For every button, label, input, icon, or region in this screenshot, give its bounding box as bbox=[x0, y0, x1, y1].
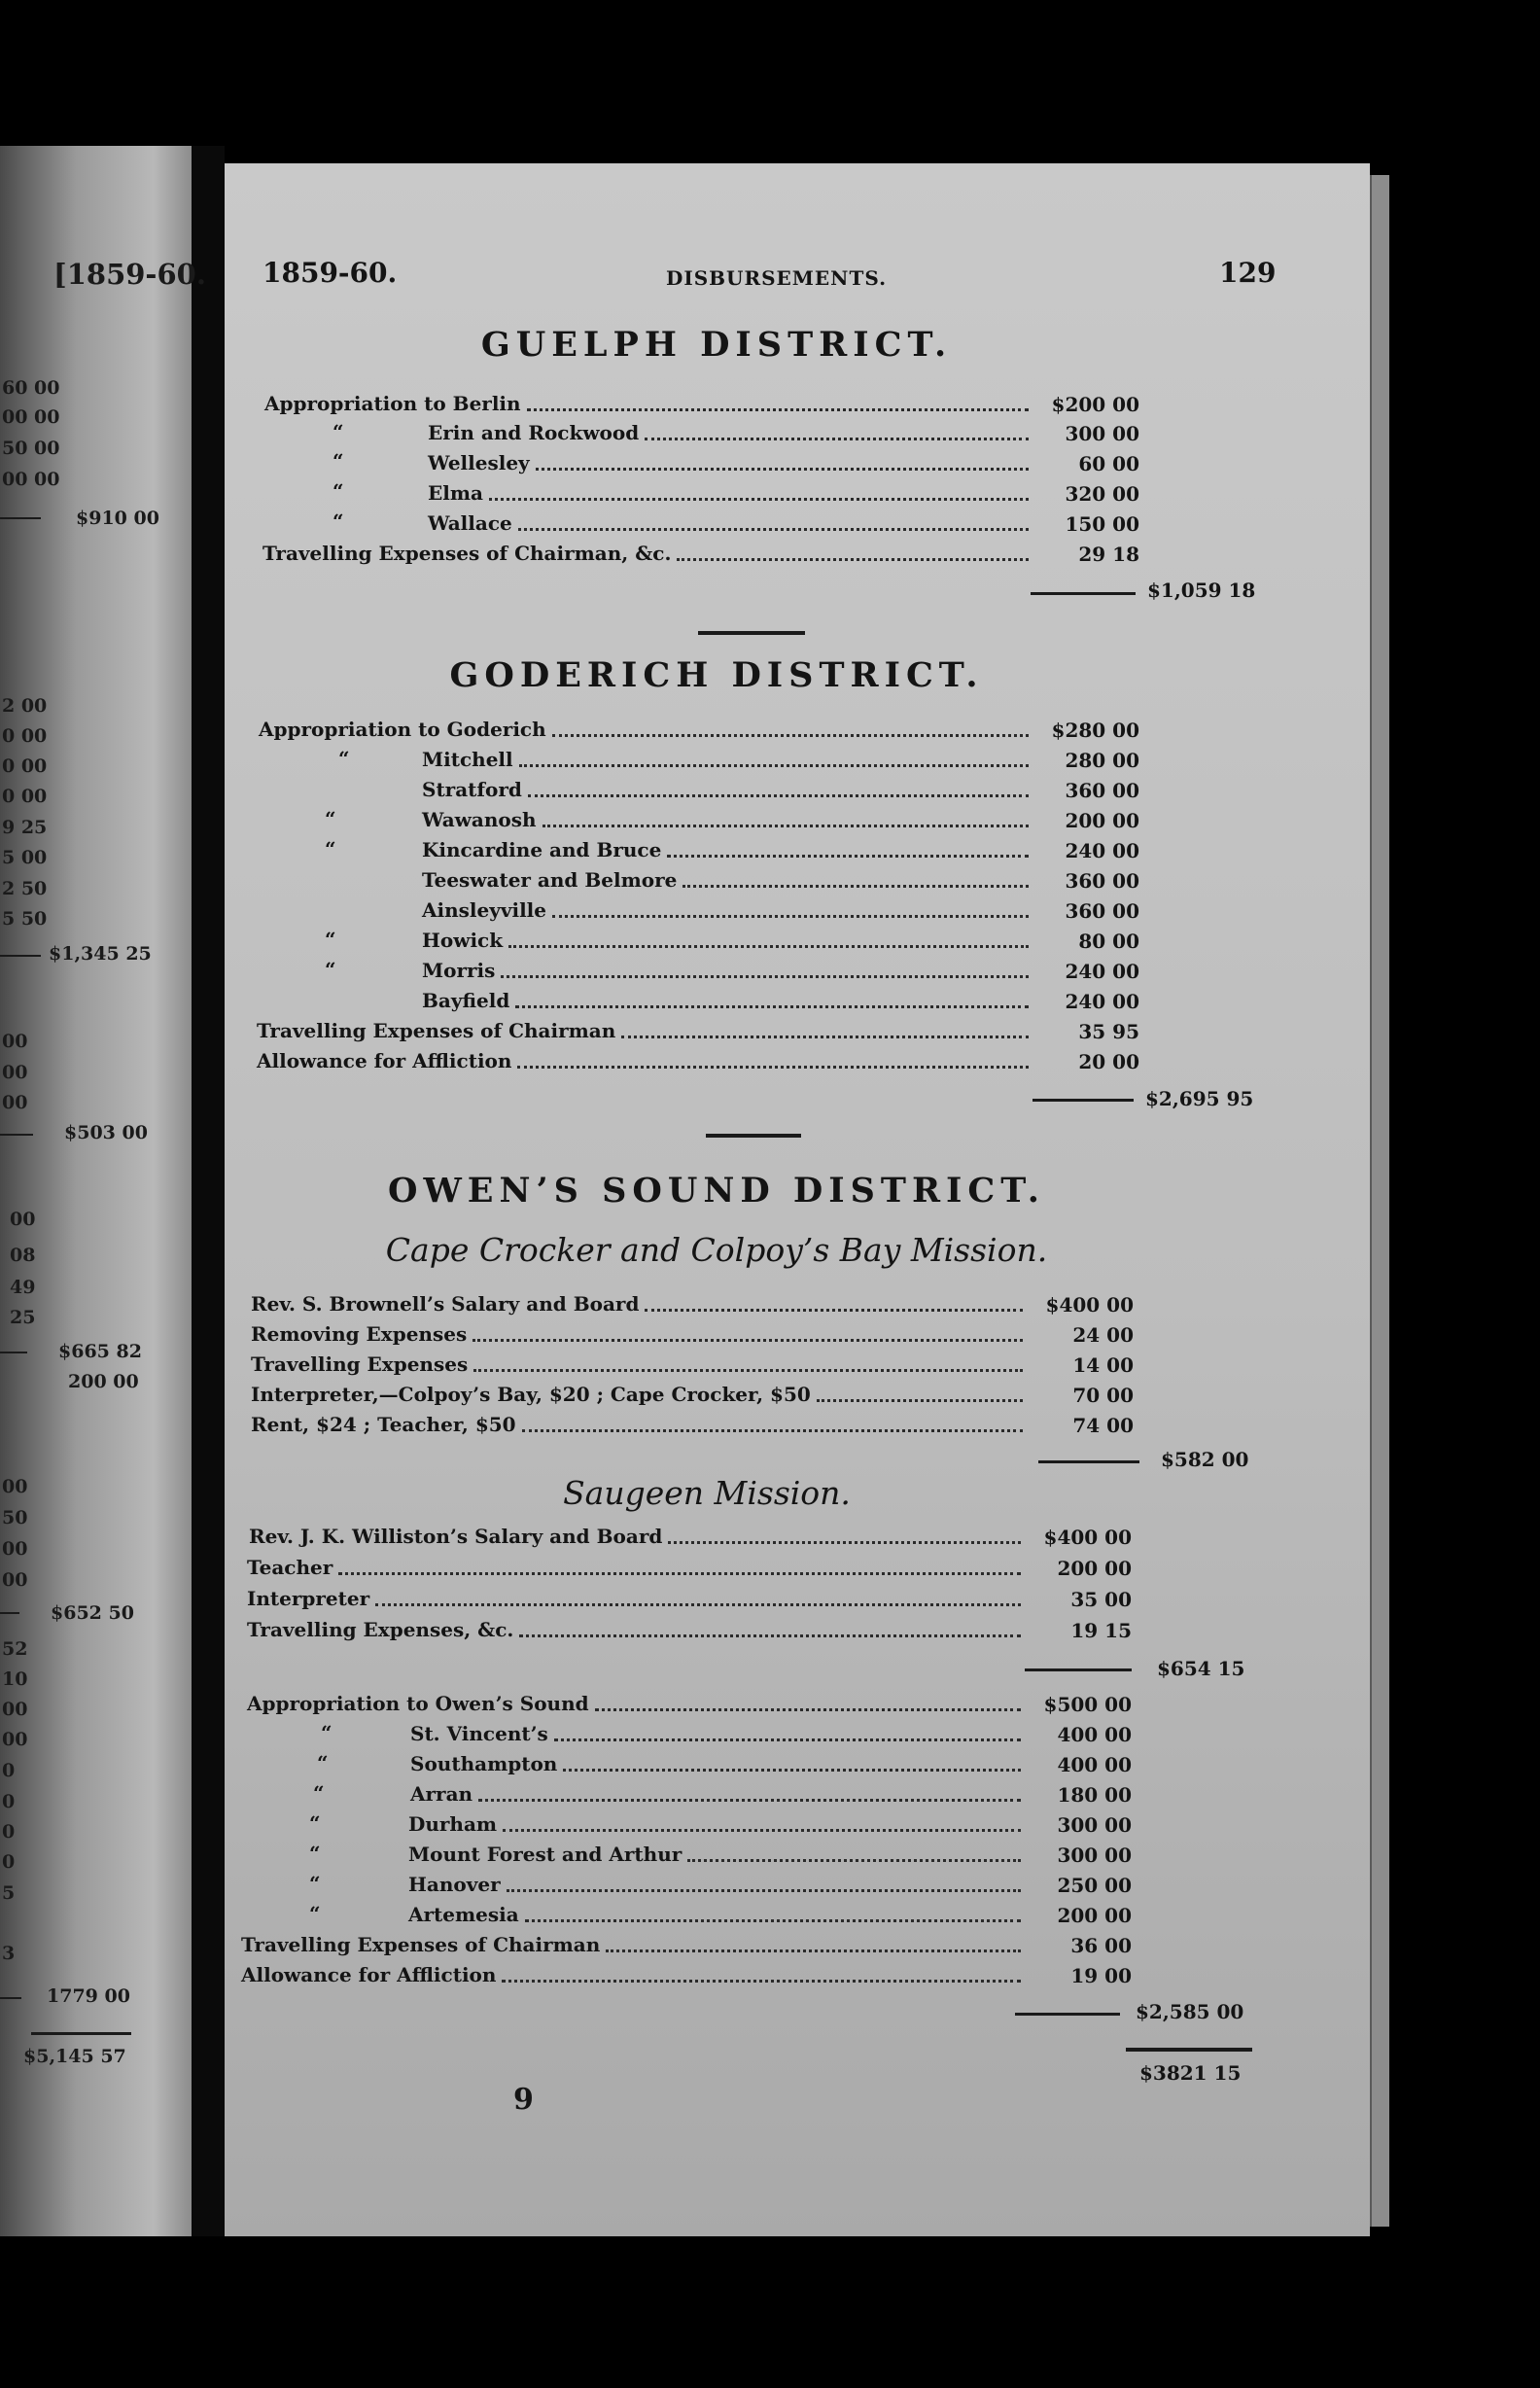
row-amount: 200 00 bbox=[1065, 809, 1139, 832]
left-line: 00 bbox=[2, 1062, 28, 1083]
saugeen-total: $654 15 bbox=[1157, 1657, 1245, 1680]
cape-row-salary bbox=[251, 1289, 1029, 1318]
owens-row-owens-sound bbox=[247, 1689, 1027, 1718]
left-subtotal: $503 00 bbox=[64, 1122, 148, 1143]
row-label: Howick bbox=[422, 929, 504, 952]
row-label: Wawanosh bbox=[422, 808, 537, 831]
row-amount: 400 00 bbox=[1057, 1753, 1132, 1776]
goderich-row-mitchell bbox=[422, 745, 1034, 774]
row-label: Travelling Expenses bbox=[251, 1352, 469, 1376]
ditto-mark: “ bbox=[309, 1842, 321, 1865]
row-amount: 360 00 bbox=[1065, 869, 1139, 893]
left-rule bbox=[0, 1997, 21, 1999]
owens-sound-district-title: OWEN’S SOUND DISTRICT. bbox=[387, 1171, 1045, 1211]
saugeen-row-interpreter bbox=[247, 1584, 1027, 1613]
row-amount: $400 00 bbox=[1043, 1526, 1132, 1549]
left-line: 0 bbox=[2, 1791, 16, 1812]
ditto-mark: “ bbox=[321, 1721, 332, 1744]
row-label: Artemesia bbox=[408, 1903, 519, 1926]
ditto-mark: “ bbox=[338, 747, 350, 770]
owens-row-affliction bbox=[241, 1960, 1027, 1989]
ditto-mark: “ bbox=[325, 837, 336, 860]
row-amount: 360 00 bbox=[1065, 779, 1139, 802]
guelph-row-elma bbox=[428, 478, 1034, 508]
guelph-row-wallace bbox=[428, 509, 1034, 538]
left-subtotal: $910 00 bbox=[76, 508, 159, 529]
saugeen-row-teacher bbox=[247, 1553, 1027, 1582]
row-amount: 150 00 bbox=[1065, 512, 1139, 536]
row-amount: $280 00 bbox=[1051, 719, 1139, 742]
page-edge bbox=[1370, 175, 1389, 2227]
goderich-district-title: GODERICH DISTRICT. bbox=[449, 655, 984, 695]
left-line: 00 bbox=[2, 1476, 28, 1497]
left-line: 00 bbox=[2, 1538, 28, 1560]
row-amount: 24 00 bbox=[1072, 1323, 1134, 1347]
cape-row-removing bbox=[251, 1319, 1029, 1349]
row-amount: 240 00 bbox=[1065, 990, 1139, 1013]
row-amount: 60 00 bbox=[1078, 452, 1139, 475]
owens-grand-total: $3821 15 bbox=[1139, 2061, 1242, 2085]
row-amount: 14 00 bbox=[1072, 1353, 1134, 1377]
row-amount: 400 00 bbox=[1057, 1723, 1132, 1746]
row-label: Bayfield bbox=[422, 989, 510, 1012]
left-line: 5 00 bbox=[2, 847, 48, 868]
section-divider bbox=[698, 631, 805, 635]
left-subtotal: $652 50 bbox=[51, 1602, 134, 1624]
left-line: 00 bbox=[2, 1729, 28, 1750]
ditto-mark: “ bbox=[332, 449, 344, 473]
left-line: 0 bbox=[2, 1760, 16, 1781]
row-label: Appropriation to Owen’s Sound bbox=[247, 1692, 589, 1715]
row-amount: 29 18 bbox=[1078, 543, 1139, 566]
owens-row-durham bbox=[408, 1809, 1027, 1839]
row-amount: 300 00 bbox=[1057, 1813, 1132, 1837]
row-amount: 250 00 bbox=[1057, 1874, 1132, 1897]
row-amount: 280 00 bbox=[1065, 749, 1139, 772]
left-line: 08 bbox=[10, 1245, 36, 1266]
left-line: 00 bbox=[2, 1569, 28, 1591]
goderich-total: $2,695 95 bbox=[1145, 1087, 1254, 1110]
left-line: 49 bbox=[10, 1277, 36, 1298]
cape-crocker-total: $582 00 bbox=[1161, 1448, 1249, 1471]
row-label: Interpreter,—Colpoy’s Bay, $20 ; Cape Crocker, $50 bbox=[251, 1383, 811, 1406]
left-line: 00 bbox=[2, 1031, 28, 1052]
row-amount: 35 95 bbox=[1078, 1020, 1139, 1043]
left-grand-total: $5,145 57 bbox=[23, 2046, 126, 2067]
row-amount: 70 00 bbox=[1072, 1384, 1134, 1407]
owens-row-st-vincents bbox=[410, 1719, 1027, 1748]
row-label: Travelling Expenses, &c. bbox=[247, 1618, 514, 1641]
page-header-year: 1859-60. bbox=[262, 257, 398, 289]
page-number: 129 bbox=[1219, 257, 1277, 289]
left-rule bbox=[0, 1612, 19, 1614]
owens-row-mount-forest bbox=[408, 1840, 1027, 1869]
cape-row-interpreter bbox=[251, 1380, 1029, 1409]
left-line: 10 bbox=[2, 1668, 28, 1690]
row-label: Travelling Expenses of Chairman bbox=[241, 1933, 601, 1956]
row-amount: 20 00 bbox=[1078, 1050, 1139, 1073]
left-subtotal: 1779 00 bbox=[47, 1985, 130, 2007]
row-amount: $500 00 bbox=[1043, 1693, 1132, 1716]
saugeen-row-travelling bbox=[247, 1615, 1027, 1644]
guelph-row-wellesley bbox=[428, 448, 1034, 477]
goderich-row-wawanosh bbox=[422, 805, 1034, 834]
owens-row-hanover bbox=[408, 1870, 1027, 1899]
row-amount: 19 15 bbox=[1070, 1619, 1132, 1642]
saugeen-mission-title: Saugeen Mission. bbox=[563, 1474, 851, 1512]
left-line: 50 00 bbox=[2, 438, 60, 459]
row-amount: 320 00 bbox=[1065, 482, 1139, 506]
row-amount: 240 00 bbox=[1065, 960, 1139, 983]
left-rule bbox=[0, 517, 41, 519]
left-line: 200 00 bbox=[68, 1371, 139, 1392]
row-label: Wallace bbox=[428, 511, 512, 535]
goderich-row-goderich bbox=[259, 715, 1034, 744]
goderich-row-kincardine bbox=[422, 835, 1034, 864]
left-line: 00 bbox=[2, 1699, 28, 1720]
left-subtotal: $665 82 bbox=[58, 1341, 142, 1362]
left-rule bbox=[0, 1134, 33, 1136]
left-page-header: [1859-60. bbox=[53, 258, 206, 291]
row-label: Rent, $24 ; Teacher, $50 bbox=[251, 1413, 516, 1436]
total-rule bbox=[1015, 2013, 1120, 2016]
left-rule bbox=[0, 955, 41, 957]
left-line: 9 25 bbox=[2, 817, 48, 838]
row-amount: 240 00 bbox=[1065, 839, 1139, 862]
row-label: Allowance for Affliction bbox=[241, 1963, 497, 1986]
row-label: Wellesley bbox=[428, 451, 530, 474]
left-line: 0 00 bbox=[2, 755, 48, 777]
ditto-mark: “ bbox=[309, 1811, 321, 1835]
goderich-row-stratford bbox=[422, 775, 1034, 804]
guelph-row-berlin bbox=[264, 389, 1034, 418]
row-amount: 74 00 bbox=[1072, 1414, 1134, 1437]
row-label: Rev. S. Brownell’s Salary and Board bbox=[251, 1292, 640, 1316]
ditto-mark: “ bbox=[313, 1781, 325, 1805]
guelph-total: $1,059 18 bbox=[1147, 579, 1256, 602]
row-amount: 300 00 bbox=[1057, 1844, 1132, 1867]
row-label: Mitchell bbox=[422, 748, 513, 771]
left-line: 00 bbox=[10, 1209, 36, 1230]
row-amount: 180 00 bbox=[1057, 1783, 1132, 1807]
left-line: 00 00 bbox=[2, 469, 60, 490]
page-header-title: DISBURSEMENTS. bbox=[666, 266, 888, 290]
left-line: 0 00 bbox=[2, 725, 48, 747]
row-label: Morris bbox=[422, 959, 496, 982]
total-rule bbox=[1032, 1099, 1134, 1102]
cape-row-rent-teacher bbox=[251, 1410, 1029, 1439]
row-label: Travelling Expenses of Chairman bbox=[257, 1019, 616, 1042]
guelph-row-erin bbox=[428, 418, 1034, 447]
left-line: 60 00 bbox=[2, 377, 60, 399]
total-rule bbox=[1025, 1668, 1132, 1671]
row-label: Appropriation to Berlin bbox=[264, 392, 521, 415]
ditto-mark: “ bbox=[309, 1872, 321, 1895]
row-label: Rev. J. K. Williston’s Salary and Board bbox=[249, 1525, 663, 1548]
left-line: 5 50 bbox=[2, 908, 48, 930]
ditto-mark: “ bbox=[332, 479, 344, 503]
left-line: 50 bbox=[2, 1507, 28, 1528]
saugeen-row-salary bbox=[249, 1522, 1027, 1551]
goderich-row-affliction bbox=[257, 1046, 1034, 1075]
owens-row-travelling bbox=[241, 1930, 1027, 1959]
left-line: 25 bbox=[10, 1307, 36, 1328]
row-label: Kincardine and Bruce bbox=[422, 838, 662, 861]
row-amount: 36 00 bbox=[1070, 1934, 1132, 1957]
goderich-row-ainsleyville bbox=[422, 896, 1034, 925]
row-label: Mount Forest and Arthur bbox=[408, 1843, 682, 1866]
ditto-mark: “ bbox=[325, 807, 336, 830]
row-label: Travelling Expenses of Chairman, &c. bbox=[262, 542, 672, 565]
row-label: Arran bbox=[410, 1782, 473, 1806]
goderich-row-travelling bbox=[257, 1016, 1034, 1045]
total-rule bbox=[1031, 592, 1136, 595]
total-rule bbox=[1038, 1460, 1139, 1463]
left-rule bbox=[0, 1352, 27, 1353]
goderich-row-bayfield bbox=[422, 986, 1034, 1015]
ditto-mark: “ bbox=[332, 509, 344, 533]
goderich-row-howick bbox=[422, 926, 1034, 955]
owens-appropriation-total: $2,585 00 bbox=[1136, 2000, 1244, 2023]
ditto-mark: “ bbox=[332, 420, 344, 443]
left-line: 52 bbox=[2, 1638, 28, 1660]
left-line: 2 00 bbox=[2, 695, 48, 717]
row-label: Allowance for Affliction bbox=[257, 1049, 512, 1072]
book-gutter bbox=[192, 146, 225, 2236]
row-label: Hanover bbox=[408, 1873, 501, 1896]
grand-total-rule bbox=[1126, 2048, 1252, 2052]
ditto-mark: “ bbox=[309, 1902, 321, 1925]
row-amount: 80 00 bbox=[1078, 930, 1139, 953]
row-label: Elma bbox=[428, 481, 483, 505]
left-line: 2 50 bbox=[2, 878, 48, 899]
row-label: Ainsleyville bbox=[422, 898, 546, 922]
left-line: 0 bbox=[2, 1851, 16, 1873]
row-label: Removing Expenses bbox=[251, 1322, 468, 1346]
row-label: Southampton bbox=[410, 1752, 558, 1775]
left-line: 00 bbox=[2, 1092, 28, 1113]
row-amount: 360 00 bbox=[1065, 899, 1139, 923]
left-subtotal: $1,345 25 bbox=[49, 943, 152, 965]
left-line: 3 bbox=[2, 1943, 16, 1964]
row-amount: $400 00 bbox=[1045, 1293, 1134, 1317]
row-label: Teacher bbox=[247, 1556, 333, 1579]
goderich-row-morris bbox=[422, 956, 1034, 985]
ditto-mark: “ bbox=[325, 958, 336, 981]
row-label: Stratford bbox=[422, 778, 522, 801]
guelph-row-travelling bbox=[262, 539, 1034, 568]
left-line: 0 bbox=[2, 1821, 16, 1843]
row-label: Durham bbox=[408, 1812, 498, 1836]
row-label: Erin and Rockwood bbox=[428, 421, 640, 444]
row-amount: 35 00 bbox=[1070, 1588, 1132, 1611]
ditto-mark: “ bbox=[317, 1751, 329, 1774]
guelph-district-title: GUELPH DISTRICT. bbox=[480, 325, 953, 365]
row-label: St. Vincent’s bbox=[410, 1722, 548, 1745]
row-label: Interpreter bbox=[247, 1587, 370, 1610]
left-page bbox=[0, 146, 192, 2236]
left-line: 00 00 bbox=[2, 406, 60, 428]
cape-row-travelling bbox=[251, 1350, 1029, 1379]
owens-row-southampton bbox=[410, 1749, 1027, 1778]
row-label: Teeswater and Belmore bbox=[422, 868, 678, 892]
row-amount: 200 00 bbox=[1057, 1904, 1132, 1927]
row-amount: 19 00 bbox=[1070, 1964, 1132, 1987]
row-amount: 200 00 bbox=[1057, 1557, 1132, 1580]
section-divider bbox=[706, 1134, 801, 1138]
row-label: Appropriation to Goderich bbox=[259, 718, 546, 741]
goderich-row-teeswater bbox=[422, 865, 1034, 895]
left-line: 5 bbox=[2, 1882, 16, 1904]
ditto-mark: “ bbox=[325, 928, 336, 951]
owens-row-arran bbox=[410, 1779, 1027, 1809]
left-rule bbox=[31, 2032, 131, 2035]
row-amount: 300 00 bbox=[1065, 422, 1139, 445]
left-line: 0 00 bbox=[2, 786, 48, 807]
signature-mark: 9 bbox=[513, 2083, 534, 2117]
row-amount: $200 00 bbox=[1051, 393, 1139, 416]
owens-row-artemesia bbox=[408, 1900, 1027, 1929]
cape-crocker-mission-title: Cape Crocker and Colpoy’s Bay Mission. bbox=[385, 1231, 1048, 1269]
